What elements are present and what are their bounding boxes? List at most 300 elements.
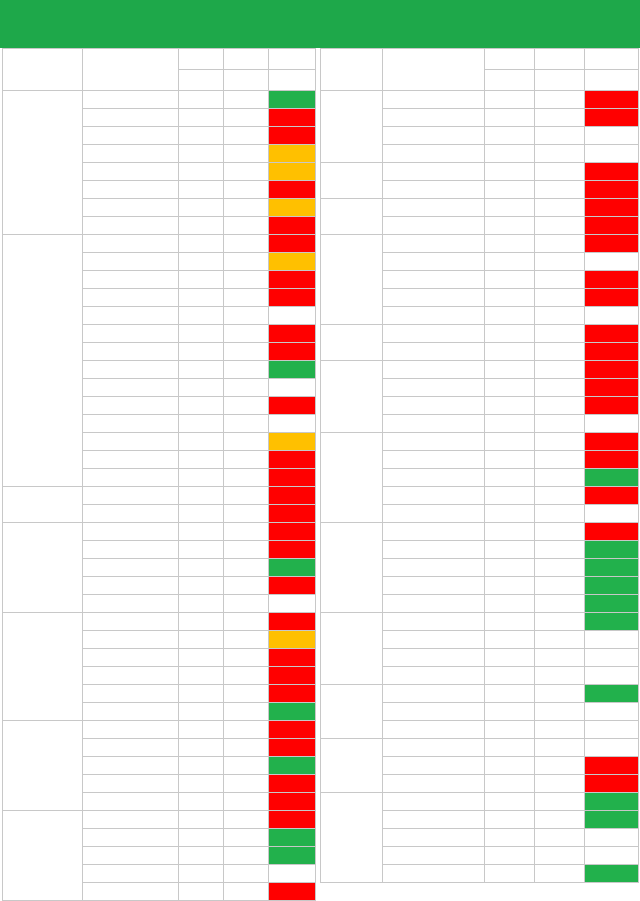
score-diff-badge xyxy=(269,109,316,127)
region-cell xyxy=(3,487,83,523)
school-name-cell xyxy=(83,145,179,163)
score-2022-cell xyxy=(224,649,269,667)
score-2022-cell xyxy=(224,163,269,181)
table-row xyxy=(3,613,316,631)
score-2023-cell xyxy=(485,271,535,289)
table-row xyxy=(3,811,316,829)
score-diff-badge xyxy=(585,163,639,181)
line-2022 xyxy=(224,70,269,91)
score-2022-cell xyxy=(224,559,269,577)
line-2023 xyxy=(485,70,535,91)
score-2022-cell xyxy=(224,199,269,217)
table-row xyxy=(321,199,639,217)
score-2023-cell xyxy=(179,703,224,721)
score-2023-cell xyxy=(485,847,535,865)
score-diff-badge xyxy=(269,829,316,847)
score-2022-cell xyxy=(224,829,269,847)
score-diff-badge xyxy=(585,361,639,379)
score-2023-cell xyxy=(179,631,224,649)
region-cell xyxy=(321,199,383,235)
school-name-cell xyxy=(383,451,485,469)
score-diff-badge xyxy=(269,217,316,235)
score-2022-cell xyxy=(224,127,269,145)
score-2022-cell xyxy=(224,91,269,109)
year-2022-header xyxy=(535,49,585,70)
score-diff-badge xyxy=(585,865,639,883)
score-2022-cell xyxy=(535,559,585,577)
score-2023-cell xyxy=(485,739,535,757)
region-cell xyxy=(3,811,83,901)
school-name-cell xyxy=(383,199,485,217)
score-diff-badge xyxy=(269,595,316,613)
score-2023-cell xyxy=(485,289,535,307)
score-diff-badge xyxy=(585,775,639,793)
score-2023-cell xyxy=(179,181,224,199)
score-2023-cell xyxy=(179,811,224,829)
score-2023-cell xyxy=(179,505,224,523)
school-name-cell xyxy=(383,145,485,163)
score-2022-cell xyxy=(224,883,269,901)
school-name-cell xyxy=(383,505,485,523)
school-name-cell xyxy=(83,361,179,379)
school-name-cell xyxy=(83,271,179,289)
line-diff xyxy=(585,70,639,91)
score-2022-cell xyxy=(535,631,585,649)
score-2023-cell xyxy=(179,559,224,577)
region-cell xyxy=(3,721,83,811)
score-2022-cell xyxy=(224,685,269,703)
score-2023-cell xyxy=(485,307,535,325)
score-2023-cell xyxy=(485,595,535,613)
score-diff-badge xyxy=(269,523,316,541)
score-diff-badge xyxy=(585,829,639,847)
score-diff-badge xyxy=(585,559,639,577)
score-2023-cell xyxy=(179,307,224,325)
table-row xyxy=(321,523,639,541)
score-2022-cell xyxy=(535,289,585,307)
score-diff-badge xyxy=(585,469,639,487)
score-2023-cell xyxy=(179,721,224,739)
score-2022-cell xyxy=(224,379,269,397)
school-name-cell xyxy=(383,307,485,325)
score-diff-badge xyxy=(585,523,639,541)
region-cell xyxy=(321,91,383,163)
score-2022-cell xyxy=(224,415,269,433)
school-name-cell xyxy=(83,253,179,271)
region-header xyxy=(321,49,383,91)
score-2023-cell xyxy=(485,469,535,487)
score-2022-cell xyxy=(535,361,585,379)
school-name-cell xyxy=(83,721,179,739)
score-diff-badge xyxy=(585,217,639,235)
region-cell xyxy=(3,523,83,613)
school-name-cell xyxy=(83,649,179,667)
score-diff-badge xyxy=(585,595,639,613)
score-2023-cell xyxy=(485,721,535,739)
score-diff-badge xyxy=(585,289,639,307)
score-2022-cell xyxy=(224,343,269,361)
score-2023-cell xyxy=(179,127,224,145)
school-name-cell xyxy=(83,199,179,217)
score-2023-cell xyxy=(179,829,224,847)
score-2023-cell xyxy=(485,433,535,451)
score-diff-badge xyxy=(269,271,316,289)
score-2023-cell xyxy=(179,91,224,109)
school-name-cell xyxy=(83,379,179,397)
school-name-cell xyxy=(383,397,485,415)
score-diff-badge xyxy=(585,577,639,595)
score-diff-badge xyxy=(585,127,639,145)
school-name-cell xyxy=(383,721,485,739)
score-2022-cell xyxy=(535,127,585,145)
school-name-cell xyxy=(83,559,179,577)
score-2022-cell xyxy=(535,91,585,109)
region-cell xyxy=(3,613,83,721)
score-2022-cell xyxy=(535,847,585,865)
score-diff-badge xyxy=(585,721,639,739)
score-2023-cell xyxy=(179,847,224,865)
score-2023-cell xyxy=(179,775,224,793)
score-diff-badge xyxy=(585,649,639,667)
score-2022-cell xyxy=(535,523,585,541)
score-2023-cell xyxy=(485,451,535,469)
score-2023-cell xyxy=(485,703,535,721)
score-2023-cell xyxy=(179,397,224,415)
score-diff-badge xyxy=(585,379,639,397)
score-2023-cell xyxy=(485,415,535,433)
score-2023-cell xyxy=(485,343,535,361)
school-name-cell xyxy=(83,469,179,487)
school-name-cell xyxy=(383,217,485,235)
score-2023-cell xyxy=(179,361,224,379)
score-2023-cell xyxy=(179,577,224,595)
school-name-cell xyxy=(83,541,179,559)
line-2022 xyxy=(535,70,585,91)
score-diff-badge xyxy=(269,199,316,217)
score-2023-cell xyxy=(179,757,224,775)
score-2022-cell xyxy=(535,703,585,721)
score-diff-badge xyxy=(585,451,639,469)
score-2022-cell xyxy=(535,469,585,487)
table-row xyxy=(3,235,316,253)
school-name-cell xyxy=(383,235,485,253)
table-row xyxy=(321,235,639,253)
score-diff-badge xyxy=(269,397,316,415)
score-diff-badge xyxy=(269,721,316,739)
score-2022-cell xyxy=(224,307,269,325)
score-2022-cell xyxy=(224,271,269,289)
school-name-cell xyxy=(83,109,179,127)
score-2022-cell xyxy=(535,595,585,613)
score-diff-badge xyxy=(269,379,316,397)
score-diff-badge xyxy=(269,487,316,505)
school-name-cell xyxy=(383,613,485,631)
score-2023-cell xyxy=(485,685,535,703)
score-diff-badge xyxy=(269,343,316,361)
score-diff-badge xyxy=(269,91,316,109)
score-diff-badge xyxy=(269,469,316,487)
score-diff-badge xyxy=(269,451,316,469)
diff-header xyxy=(585,49,639,70)
score-2023-cell xyxy=(485,829,535,847)
school-name-cell xyxy=(383,703,485,721)
score-2023-cell xyxy=(179,595,224,613)
score-2022-cell xyxy=(224,811,269,829)
school-name-cell xyxy=(383,631,485,649)
score-2023-cell xyxy=(179,343,224,361)
school-name-cell xyxy=(83,865,179,883)
score-2022-cell xyxy=(535,487,585,505)
school-name-cell xyxy=(383,811,485,829)
school-name-cell xyxy=(83,415,179,433)
score-2022-cell xyxy=(224,487,269,505)
score-2022-cell xyxy=(535,757,585,775)
score-2022-cell xyxy=(535,541,585,559)
score-diff-badge xyxy=(269,739,316,757)
score-2022-cell xyxy=(535,145,585,163)
score-2022-cell xyxy=(535,217,585,235)
score-diff-badge xyxy=(585,235,639,253)
school-name-cell xyxy=(383,361,485,379)
school-name-cell xyxy=(83,847,179,865)
school-name-cell xyxy=(83,883,179,901)
region-cell xyxy=(321,793,383,883)
score-2023-cell xyxy=(179,109,224,127)
school-name-cell xyxy=(83,91,179,109)
score-2023-cell xyxy=(485,865,535,883)
score-2022-cell xyxy=(224,613,269,631)
school-name-cell xyxy=(83,775,179,793)
score-2023-cell xyxy=(485,523,535,541)
score-diff-badge xyxy=(269,235,316,253)
score-2023-cell xyxy=(485,91,535,109)
school-name-cell xyxy=(83,307,179,325)
score-2023-cell xyxy=(179,379,224,397)
school-name-cell xyxy=(83,487,179,505)
score-diff-badge xyxy=(269,415,316,433)
score-diff-badge xyxy=(269,541,316,559)
table-row xyxy=(321,163,639,181)
school-name-cell xyxy=(383,757,485,775)
school-name-cell xyxy=(383,559,485,577)
score-2022-cell xyxy=(224,523,269,541)
score-diff-badge xyxy=(269,631,316,649)
score-diff-badge xyxy=(269,703,316,721)
score-2023-cell xyxy=(485,379,535,397)
school-name-cell xyxy=(383,325,485,343)
line-2023 xyxy=(179,70,224,91)
school-name-cell xyxy=(383,127,485,145)
score-2022-cell xyxy=(535,343,585,361)
score-2022-cell xyxy=(224,145,269,163)
score-diff-badge xyxy=(585,811,639,829)
score-diff-badge xyxy=(269,811,316,829)
table-row xyxy=(321,361,639,379)
school-name-cell xyxy=(83,397,179,415)
score-2022-cell xyxy=(224,235,269,253)
score-diff-badge xyxy=(269,577,316,595)
region-cell xyxy=(321,433,383,523)
score-2023-cell xyxy=(485,397,535,415)
page-title xyxy=(0,0,640,2)
score-diff-badge xyxy=(269,145,316,163)
region-cell xyxy=(321,235,383,325)
score-2023-cell xyxy=(179,145,224,163)
year-2023-header xyxy=(179,49,224,70)
score-2023-cell xyxy=(179,217,224,235)
score-2022-cell xyxy=(535,451,585,469)
score-2022-cell xyxy=(224,721,269,739)
score-diff-badge xyxy=(585,271,639,289)
school-name-cell xyxy=(383,415,485,433)
score-2023-cell xyxy=(485,757,535,775)
school-name-cell xyxy=(383,667,485,685)
school-name-cell xyxy=(83,343,179,361)
school-name-cell xyxy=(83,739,179,757)
school-name-cell xyxy=(383,577,485,595)
score-diff-badge xyxy=(585,703,639,721)
school-name-cell xyxy=(383,541,485,559)
school-name-cell xyxy=(383,775,485,793)
score-2022-cell xyxy=(224,667,269,685)
score-2023-cell xyxy=(485,325,535,343)
score-2023-cell xyxy=(485,127,535,145)
score-2023-cell xyxy=(179,199,224,217)
score-2022-cell xyxy=(224,739,269,757)
region-cell xyxy=(321,163,383,199)
score-2022-cell xyxy=(224,595,269,613)
score-2023-cell xyxy=(179,865,224,883)
score-diff-badge xyxy=(269,163,316,181)
year-2023-header xyxy=(485,49,535,70)
score-diff-badge xyxy=(269,865,316,883)
score-2023-cell xyxy=(179,415,224,433)
score-2023-cell xyxy=(485,109,535,127)
school-name-cell xyxy=(383,109,485,127)
school-name-cell xyxy=(83,433,179,451)
score-2022-cell xyxy=(535,181,585,199)
region-cell xyxy=(321,739,383,793)
score-2023-cell xyxy=(485,811,535,829)
score-diff-badge xyxy=(269,181,316,199)
score-diff-badge xyxy=(585,685,639,703)
score-2022-cell xyxy=(224,181,269,199)
score-2022-cell xyxy=(224,361,269,379)
score-2023-cell xyxy=(179,883,224,901)
school-name-cell xyxy=(83,451,179,469)
score-2023-cell xyxy=(485,487,535,505)
table-row xyxy=(321,325,639,343)
school-name-cell xyxy=(383,379,485,397)
score-2022-cell xyxy=(224,451,269,469)
score-2023-cell xyxy=(485,253,535,271)
score-2023-cell xyxy=(485,181,535,199)
score-diff-badge xyxy=(585,91,639,109)
score-2022-cell xyxy=(535,235,585,253)
score-diff-badge xyxy=(269,649,316,667)
score-2023-cell xyxy=(485,145,535,163)
score-diff-badge xyxy=(585,253,639,271)
score-2023-cell xyxy=(485,631,535,649)
score-2022-cell xyxy=(535,271,585,289)
score-2023-cell xyxy=(179,163,224,181)
score-2023-cell xyxy=(179,613,224,631)
score-2022-cell xyxy=(535,685,585,703)
school-name-cell xyxy=(83,631,179,649)
score-2022-cell xyxy=(224,865,269,883)
school-name-cell xyxy=(83,163,179,181)
school-name-cell xyxy=(383,865,485,883)
score-2022-cell xyxy=(224,757,269,775)
score-2022-cell xyxy=(535,613,585,631)
school-name-cell xyxy=(83,325,179,343)
score-2022-cell xyxy=(224,289,269,307)
score-2022-cell xyxy=(535,829,585,847)
school-name-cell xyxy=(83,577,179,595)
school-name-cell xyxy=(383,847,485,865)
score-2022-cell xyxy=(224,631,269,649)
table-row xyxy=(321,91,639,109)
score-diff-badge xyxy=(585,109,639,127)
score-diff-badge xyxy=(269,127,316,145)
score-2022-cell xyxy=(535,325,585,343)
score-2023-cell xyxy=(179,739,224,757)
score-2023-cell xyxy=(485,613,535,631)
score-2022-cell xyxy=(224,109,269,127)
region-cell xyxy=(3,91,83,235)
score-diff-badge xyxy=(269,775,316,793)
school-name-cell xyxy=(83,667,179,685)
score-2022-cell xyxy=(224,775,269,793)
school-name-cell xyxy=(83,811,179,829)
score-2023-cell xyxy=(179,235,224,253)
score-2023-cell xyxy=(179,523,224,541)
score-diff-badge xyxy=(269,289,316,307)
right-score-table xyxy=(320,48,639,883)
score-2023-cell xyxy=(179,271,224,289)
school-header xyxy=(83,49,179,91)
score-2022-cell xyxy=(535,379,585,397)
school-name-cell xyxy=(83,757,179,775)
table-row xyxy=(3,487,316,505)
score-2022-cell xyxy=(535,505,585,523)
score-2022-cell xyxy=(535,433,585,451)
score-diff-badge xyxy=(585,433,639,451)
score-diff-badge xyxy=(269,307,316,325)
score-2023-cell xyxy=(179,289,224,307)
school-name-cell xyxy=(383,91,485,109)
score-2023-cell xyxy=(485,649,535,667)
score-2022-cell xyxy=(535,415,585,433)
school-name-cell xyxy=(383,343,485,361)
score-diff-badge xyxy=(269,361,316,379)
score-2022-cell xyxy=(224,397,269,415)
score-diff-badge xyxy=(269,253,316,271)
score-diff-badge xyxy=(585,397,639,415)
score-diff-badge xyxy=(585,145,639,163)
score-2023-cell xyxy=(179,649,224,667)
score-2022-cell xyxy=(224,703,269,721)
table-row xyxy=(3,523,316,541)
score-2022-cell xyxy=(224,847,269,865)
score-2023-cell xyxy=(485,541,535,559)
school-name-cell xyxy=(383,433,485,451)
region-cell xyxy=(321,685,383,739)
score-2023-cell xyxy=(179,469,224,487)
region-cell xyxy=(321,361,383,433)
school-name-cell xyxy=(383,163,485,181)
diff-header xyxy=(269,49,316,70)
